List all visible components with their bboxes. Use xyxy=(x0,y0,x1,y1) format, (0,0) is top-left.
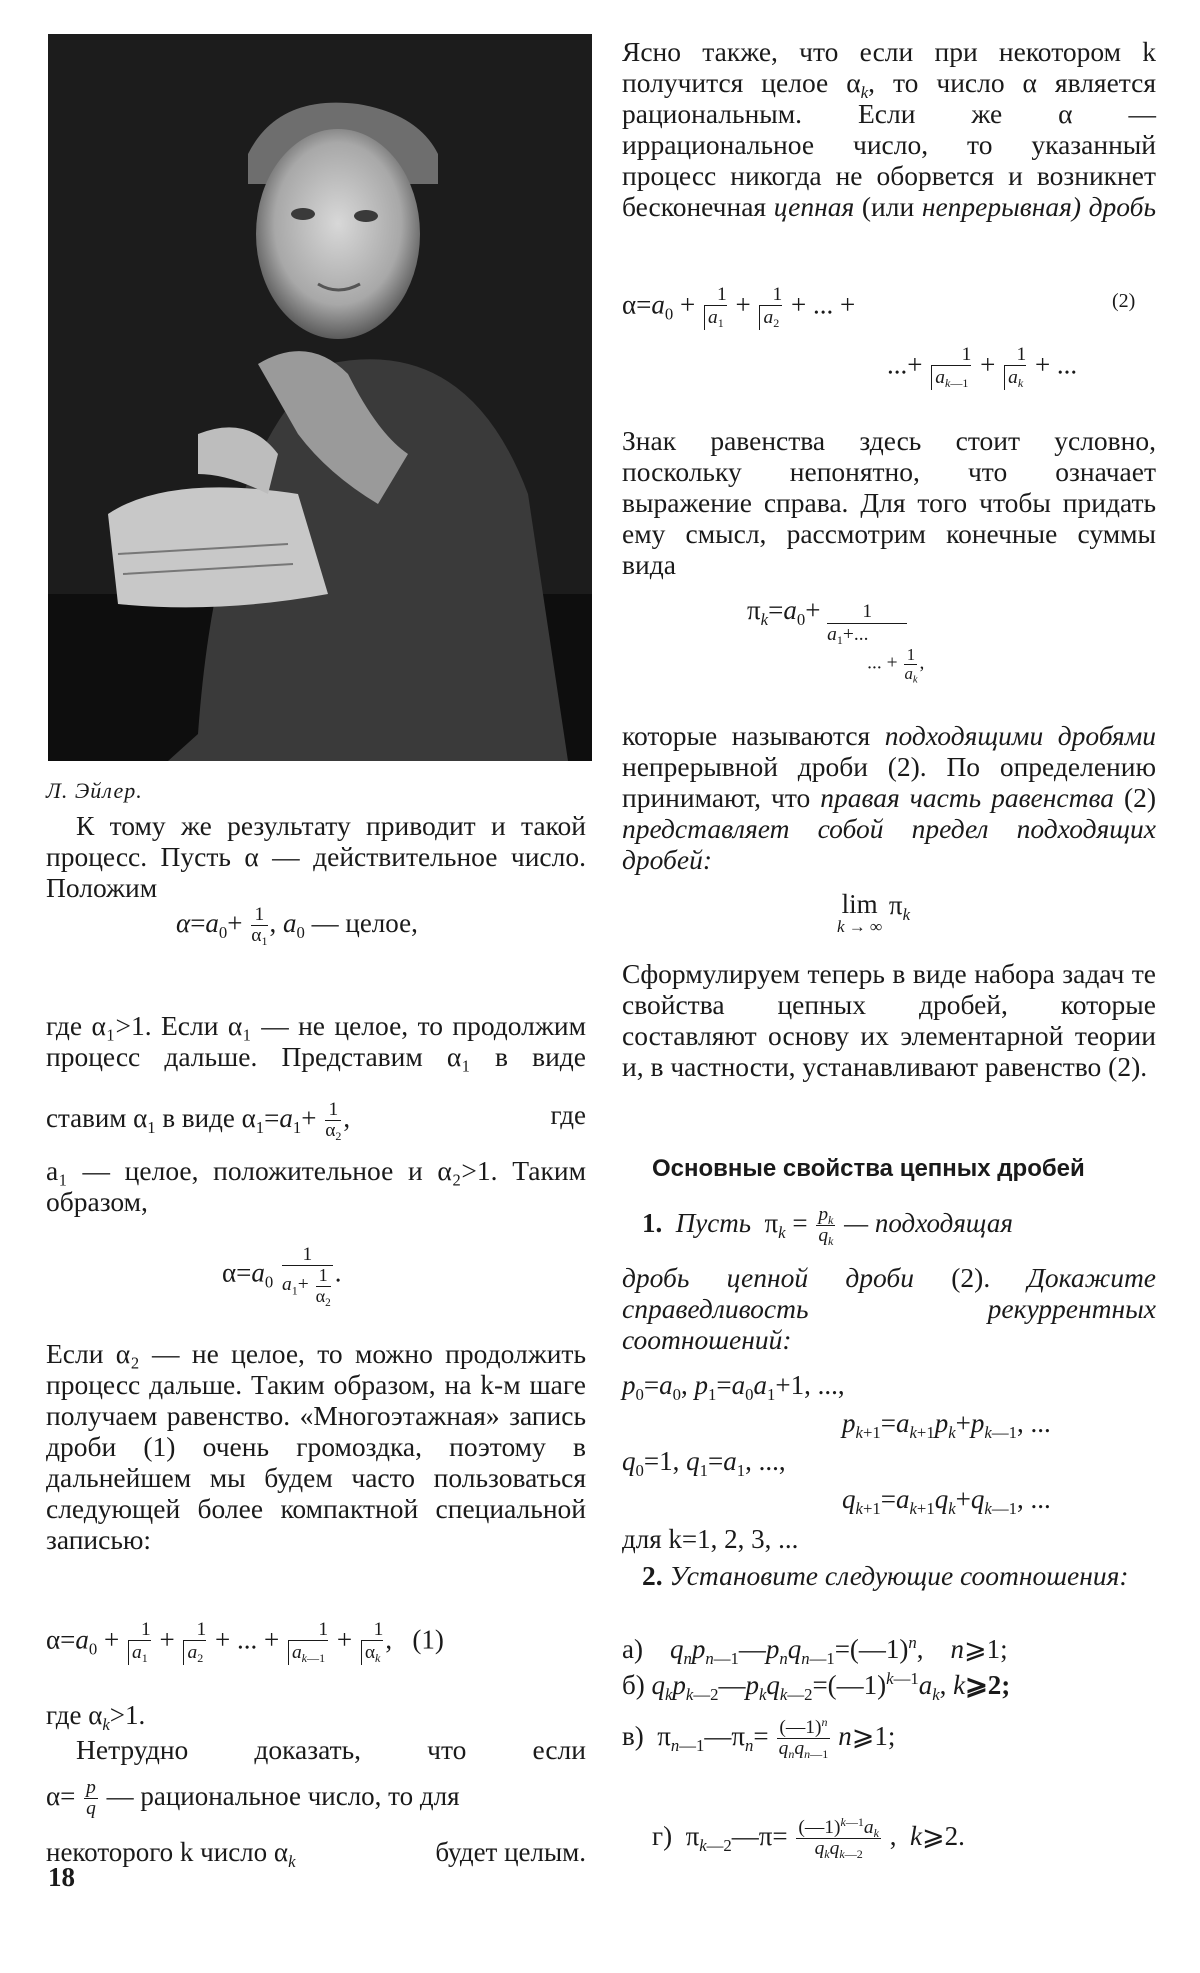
equation-pi-k: $\pi_k=a_0+$ 1 $a_1+$... ... + $\frac{1}{a_k}$ , xyxy=(747,595,925,686)
page-number: 18 xyxy=(48,1862,75,1892)
paragraph: Ясно также, что если при некотором k получится целое $\alpha_k$, то число α является рациональным. Если же α — иррациональное число, то указанный процесс никогда не оборвется и возникнет бесконечная цепная (или непрерывная) дробь xyxy=(622,36,1157,222)
relation-b: б) $q_kp_{k—2}—p_kq_{k—2}=(—1)^{k—1}a_k$, k⩾2; xyxy=(622,1668,1011,1704)
equation-2-label: (2) xyxy=(1112,290,1136,312)
task-2-text: 2. Установите следующие соотношения: xyxy=(642,1560,1129,1591)
paragraph: Если α₂ — не целое, то можно продолжить процесс дальше. Таким образом, на k-м шаге получаем равенство. «Многоэтажная» запись дроби (1) очень громоздка, поэтому в дальнейшем мы будем часто пользоваться следующей более компактной специальной записью: xyxy=(46,1338,586,1555)
equation-alpha-a0: $\alpha=a_0+$ $\frac{1}{\alpha_1}$ , $a_0$ — целое, xyxy=(176,904,418,949)
relation-a: а) $q_np_{n—1}—p_nq_{n—1}=(—1)^n$, n⩾1; xyxy=(622,1632,1008,1668)
relation-c: в) $\pi_{n—1}—\pi_n=$ $\frac{(—1)^n}{q_nq_{n—1}}$ n⩾1; xyxy=(622,1714,896,1762)
limit: lim k → ∞ $\pi_k$ xyxy=(837,889,910,936)
section-heading: Основные свойства цепных дробей xyxy=(652,1155,1085,1182)
recurrence-p0: $p_0=a_0$, $p_1=a_0a_1+1$, ..., xyxy=(622,1370,845,1404)
equation-alpha-nested: $\alpha=a_0$ 1 $a_1+$ $\frac{1}{\alpha_2}$ . xyxy=(222,1244,342,1309)
paragraph: К тому же результату приводит и такой процесс. Пусть α — действительное число. Положим xyxy=(46,810,586,903)
relation-d: г) $\pi_{k—2}—\pi=$ $\frac{(—1)^{k—1}a_k}{q_kq_{k—2}}$ , k⩾2. xyxy=(652,1814,965,1862)
equation-2-line2: ...+ $\frac{1}{a_{k—1}}$ + $\frac{1}{a_k}$ + ... xyxy=(887,344,1078,391)
paragraph: которые называются подходящими дробями непрерывной дроби (2). По определению принимают, что правая часть равенства (2) представляет собой предел подходящих дробей: xyxy=(622,720,1157,875)
equation-2-line1: $\alpha=a_0$ + $\frac{1}{a_1}$ + $\frac{1}{a_2}$ + ... + xyxy=(622,284,856,331)
euler-portrait xyxy=(48,34,592,761)
equation-1: $\alpha=a_0$ + $\frac{1}{a_1}$ + $\frac{1}{a_2}$ + ... + $\frac{1}{a_{k—1}}$ + $\frac{1}{\alpha_k}$ , (1) xyxy=(46,1619,444,1666)
paragraph: Знак равенства здесь стоит условно, поскольку непонятно, что означает выражение справа. Для того чтобы придать ему смысл, рассмотрим конечные суммы вида xyxy=(622,425,1156,580)
condition-alpha-k: где $\alpha_k>1$. xyxy=(46,1700,146,1734)
portrait-caption: Л. Эйлер. xyxy=(46,778,143,803)
task-1-text: дробь цепной дроби (2). Докажите справедливость рекуррентных соотношений: xyxy=(622,1262,1157,1355)
paragraph: a₁ — целое, положительное и α₂>1. Таким образом, xyxy=(46,1155,586,1217)
paragraph: Нетрудно доказать, что если xyxy=(76,1734,586,1765)
recurrence-pk: $p_{k+1}=a_{k+1}p_k+p_{k—1}$, ... xyxy=(842,1408,1051,1442)
paragraph: где α₁>1. Если α₁ — не целое, то продолжим процесс дальше. Представим α₁ в виде xyxy=(46,1010,586,1072)
recurrence-range: для k=1, 2, 3, ... xyxy=(622,1524,799,1554)
paragraph: Сформулируем теперь в виде набора задач те свойства цепных дробей, которые составляют основу их элементарной теории и, в частности, устанавливают равенство (2). xyxy=(622,958,1156,1082)
task-1-line1: 1. Пусть $\pi_k$ = $\frac{p_k}{q_k}$ — подходящая xyxy=(642,1204,1013,1249)
recurrence-q0: $q_0=1$, $q_1=a_1$, ..., xyxy=(622,1446,786,1480)
rational-fraction: α= $\frac{p}{q}$ — рациональное число, то для xyxy=(46,1777,460,1820)
recurrence-qk: $q_{k+1}=a_{k+1}q_k+q_{k—1}$, ... xyxy=(842,1484,1051,1518)
portrait-illustration xyxy=(48,34,592,761)
